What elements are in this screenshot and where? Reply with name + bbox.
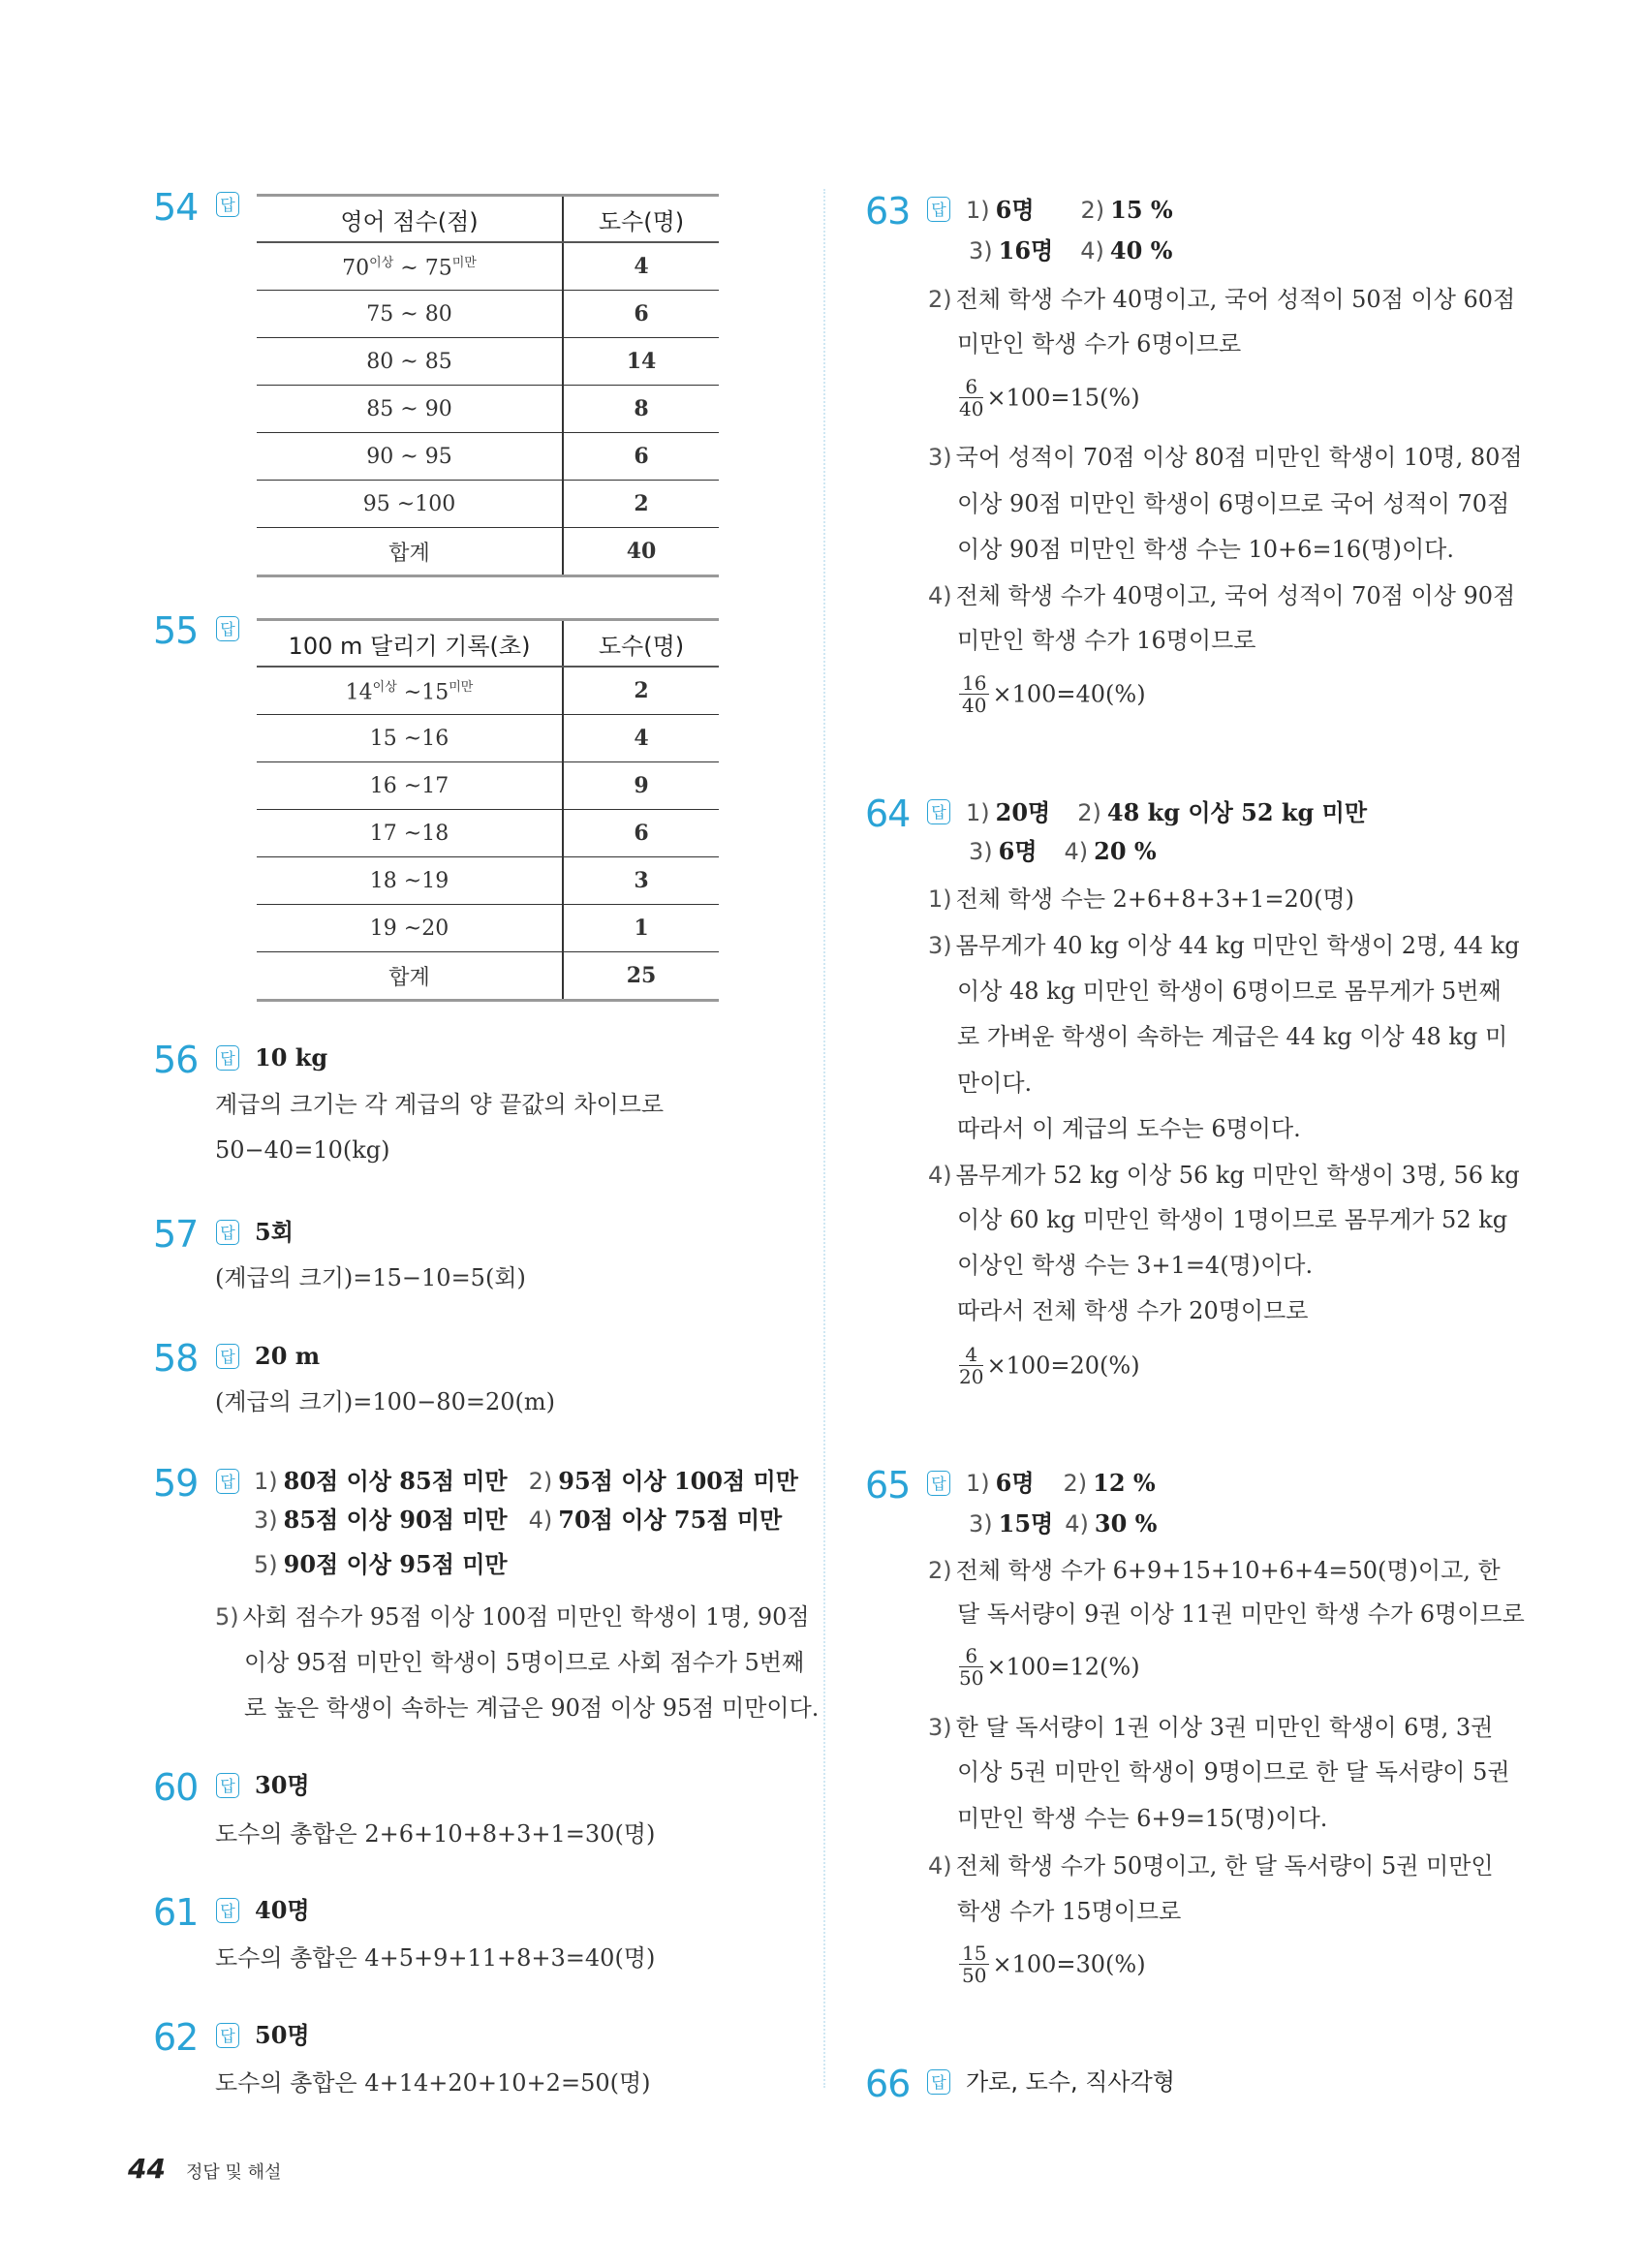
table-cell: 8 [563, 386, 719, 433]
fraction-expression: $\frac{6}{50}$ ×100=12(%) [959, 1644, 1140, 1690]
answer: 50명 [255, 2021, 310, 2049]
answer: 30명 [255, 1771, 310, 1799]
answer-badge: 답 [216, 2023, 239, 2048]
table-cell: 15 ~16 [257, 715, 563, 762]
answer-badge: 답 [927, 1471, 950, 1496]
answer-badge: 답 [927, 197, 950, 222]
answer: 가로, 도수, 직사각형 [966, 2068, 1175, 2096]
answer-row [969, 1509, 1157, 1538]
answer-row [966, 196, 1173, 225]
table-cell: 18 ~19 [257, 857, 563, 905]
solution-line: (계급의 크기)=15−10=5(회) [215, 1264, 526, 1291]
solution-line: 2) 전체 학생 수가 40명이고, 국어 성적이 50점 이상 60점 [928, 286, 1516, 313]
answer-row [969, 236, 1172, 265]
answer-number: 2) [1077, 799, 1101, 826]
answer-value: 30 % [1094, 1509, 1158, 1538]
solution-number: 5) [215, 1603, 239, 1631]
answer-number: 1) [254, 1468, 278, 1495]
table-cell: 90 ~ 95 [257, 433, 563, 481]
fraction-expression: $\frac{15}{50}$ ×100=30(%) [959, 1942, 1146, 1986]
table-cell: 4 [563, 715, 719, 762]
table-cell: 2 [563, 667, 719, 715]
solution-line: 달 독서량이 9권 이상 11권 미만인 학생 수가 6명이므로 [957, 1600, 1525, 1628]
answer: 40명 [255, 1896, 310, 1924]
solution-line: 미만인 학생 수는 6+9=15(명)이다. [957, 1805, 1328, 1832]
answer: 5회 [255, 1218, 294, 1246]
answer-row [254, 1467, 798, 1496]
solution-line: 이상 48 kg 미만인 학생이 6명이므로 몸무게가 5번째 [957, 978, 1502, 1005]
solution-line: 2) 전체 학생 수가 6+9+15+10+6+4=50(명)이고, 한 [928, 1557, 1501, 1584]
table-cell: $14^{이상}$ $\sim 15^{미만}$ [257, 667, 563, 715]
fraction-expression: $\frac{16}{40}$ ×100=40(%) [959, 672, 1146, 716]
answer-number: 5) [254, 1551, 278, 1578]
answer-number: 1) [966, 799, 990, 826]
table-cell: 6 [563, 433, 719, 481]
solution-line: 도수의 총합은 4+5+9+11+8+3=40(명) [215, 1944, 656, 1972]
solution-line: 4) 전체 학생 수가 50명이고, 한 달 독서량이 5권 미만인 [928, 1852, 1494, 1880]
answer-number: 4) [1064, 838, 1089, 865]
answer-number: 3) [254, 1507, 278, 1534]
table-cell: 19 ~20 [257, 905, 563, 952]
table-cell: 1 [563, 905, 719, 952]
fraction-expression: $\frac{4}{20}$ ×100=20(%) [959, 1343, 1140, 1388]
answer-row [254, 1550, 508, 1579]
frequency-table-english [257, 194, 719, 577]
problem-number: 57 [153, 1213, 199, 1256]
answer-value: 85점 이상 90점 미만 [283, 1506, 508, 1534]
problem-number: 59 [153, 1462, 199, 1505]
answer-value: 16명 [998, 236, 1054, 264]
solution-line: 따라서 이 계급의 도수는 6명이다. [957, 1115, 1301, 1142]
solution-line: 4) 몸무게가 52 kg 이상 56 kg 미만인 학생이 3명, 56 kg [928, 1162, 1520, 1189]
answer-value: 6명 [995, 196, 1035, 224]
table-cell: 6 [563, 291, 719, 338]
problem-number: 61 [153, 1891, 199, 1934]
table-total-label: 합계 [257, 528, 563, 576]
solution-line: 3) 한 달 독서량이 1권 이상 3권 미만인 학생이 6명, 3권 [928, 1714, 1494, 1741]
table-header: 도수(명) [563, 620, 719, 668]
answer-badge: 답 [216, 1344, 239, 1369]
solution-line: 만이다. [957, 1070, 1033, 1097]
answer-value: 48 kg 이상 52 kg 미만 [1106, 798, 1368, 826]
frequency-table-running [257, 618, 719, 1002]
answer-number: 2) [1080, 197, 1105, 224]
table-cell: 16 ~17 [257, 762, 563, 810]
answer-badge: 답 [216, 1220, 239, 1245]
problem-number: 65 [865, 1464, 911, 1507]
solution-line: 도수의 총합은 4+14+20+10+2=50(명) [215, 2069, 651, 2097]
answer-value: 40 % [1109, 236, 1173, 264]
answer-value: 20명 [995, 798, 1051, 826]
solution-line: 이상 90점 미만인 학생 수는 10+6=16(명)이다. [957, 536, 1454, 563]
solution-line: 이상 95점 미만인 학생이 5명이므로 사회 점수가 5번째 [244, 1649, 805, 1676]
solution-line: 도수의 총합은 2+6+10+8+3+1=30(명) [215, 1820, 656, 1848]
fraction-expression: $\frac{6}{40}$ ×100=15(%) [959, 375, 1140, 420]
answer-row [966, 1469, 1156, 1498]
solution-line: 3) 국어 성적이 70점 이상 80점 미만인 학생이 10명, 80점 [928, 444, 1523, 471]
answer-value: 20 % [1094, 837, 1157, 865]
answer-value: 15명 [998, 1509, 1054, 1538]
problem-number: 62 [153, 2016, 199, 2059]
answer-badge: 답 [216, 1773, 239, 1798]
answer-value: 15 % [1110, 196, 1173, 224]
answer-value: 6명 [998, 837, 1038, 865]
solution-line: 이상인 학생 수는 3+1=4(명)이다. [957, 1252, 1314, 1279]
solution-line: 미만인 학생 수가 16명이므로 [957, 627, 1256, 654]
answer-badge: 답 [216, 192, 239, 217]
table-total-value: 40 [563, 528, 719, 576]
table-cell: 3 [563, 857, 719, 905]
problem-number: 60 [153, 1766, 199, 1809]
table-cell: 75 ~ 80 [257, 291, 563, 338]
answer-badge: 답 [216, 1469, 239, 1494]
solution-line: 학생 수가 15명이므로 [957, 1898, 1182, 1925]
answer-badge: 답 [216, 1045, 239, 1071]
answer-number: 3) [969, 838, 993, 865]
table-cell: 4 [563, 242, 719, 291]
table-total-label: 합계 [257, 952, 563, 1001]
solution-line: 따라서 전체 학생 수가 20명이므로 [957, 1297, 1309, 1324]
footer-label: 정답 및 해설 [186, 2162, 282, 2183]
table-header: 영어 점수(점) [257, 196, 563, 243]
table-cell: 9 [563, 762, 719, 810]
answer-badge: 답 [927, 2069, 950, 2095]
table-cell: 85 ~ 90 [257, 386, 563, 433]
solution-line: 이상 5권 미만인 학생이 9명이므로 한 달 독서량이 5권 [957, 1758, 1510, 1786]
answer-number: 1) [966, 1470, 990, 1497]
answer: 10 kg [255, 1043, 328, 1072]
answer: 20 m [255, 1342, 321, 1370]
answer-number: 2) [1063, 1470, 1088, 1497]
table-cell: 17 ~18 [257, 810, 563, 857]
table-header: 100 m 달리기 기록(초) [257, 620, 563, 668]
solution-line: 5) 사회 점수가 95점 이상 100점 미만인 학생이 1명, 90점 [215, 1603, 810, 1631]
solution-line: 1) 전체 학생 수는 2+6+8+3+1=20(명) [928, 885, 1354, 913]
solution-line: 계급의 크기는 각 계급의 양 끝값의 차이므로 [215, 1091, 665, 1118]
table-total-value: 25 [563, 952, 719, 1001]
answer-row [966, 798, 1367, 827]
table-cell: 95 ~100 [257, 481, 563, 528]
solution-line: 로 가벼운 학생이 속하는 계급은 44 kg 이상 48 kg 미 [957, 1023, 1508, 1050]
problem-number: 66 [865, 2063, 911, 2105]
answer-number: 3) [969, 237, 993, 264]
problem-number: 63 [865, 190, 911, 233]
problem-number: 54 [153, 186, 199, 229]
problem-number: 64 [865, 792, 911, 835]
answer-row [969, 837, 1157, 866]
solution-line: 3) 몸무게가 40 kg 이상 44 kg 미만인 학생이 2명, 44 kg [928, 932, 1520, 959]
table-cell: 6 [563, 810, 719, 857]
table-cell: $70^{이상}$ ~ $75^{미만}$ [257, 242, 563, 291]
answer-number: 2) [528, 1468, 553, 1495]
answer-value: 80점 이상 85점 미만 [283, 1467, 508, 1495]
answer-number: 3) [969, 1510, 993, 1538]
problem-number: 55 [153, 609, 199, 652]
answer-value: 6명 [995, 1469, 1035, 1497]
answer-badge: 답 [216, 616, 239, 641]
table-cell: 14 [563, 338, 719, 386]
table-cell: 80 ~ 85 [257, 338, 563, 386]
solution-line: 4) 전체 학생 수가 40명이고, 국어 성적이 70점 이상 90점 [928, 582, 1516, 609]
answer-value: 12 % [1093, 1469, 1156, 1497]
answer-value: 90점 이상 95점 미만 [283, 1550, 508, 1578]
answer-number: 4) [1080, 237, 1104, 264]
solution-line: 미만인 학생 수가 6명이므로 [957, 330, 1242, 357]
table-cell: 2 [563, 481, 719, 528]
solution-line: 로 높은 학생이 속하는 계급은 90점 이상 95점 미만이다. [244, 1694, 820, 1722]
solution-line: 50−40=10(kg) [215, 1136, 390, 1164]
solution-line: 이상 90점 미만인 학생이 6명이므로 국어 성적이 70점 [957, 490, 1510, 517]
answer-value: 70점 이상 75점 미만 [558, 1506, 783, 1534]
table-header: 도수(명) [563, 196, 719, 243]
problem-number: 56 [153, 1039, 199, 1081]
answer-number: 4) [528, 1507, 553, 1534]
answer-badge: 답 [927, 799, 950, 824]
problem-number: 58 [153, 1337, 199, 1380]
column-divider [823, 189, 825, 2088]
solution-line: 이상 60 kg 미만인 학생이 1명이므로 몸무게가 52 kg [957, 1206, 1508, 1233]
answer-number: 4) [1065, 1510, 1089, 1538]
page-number: 44 [128, 2153, 166, 2185]
answer-number: 1) [966, 197, 990, 224]
answer-value: 95점 이상 100점 미만 [558, 1467, 798, 1495]
solution-line: (계급의 크기)=100−80=20(m) [215, 1388, 555, 1415]
answer-row [254, 1506, 782, 1535]
answer-badge: 답 [216, 1898, 239, 1923]
